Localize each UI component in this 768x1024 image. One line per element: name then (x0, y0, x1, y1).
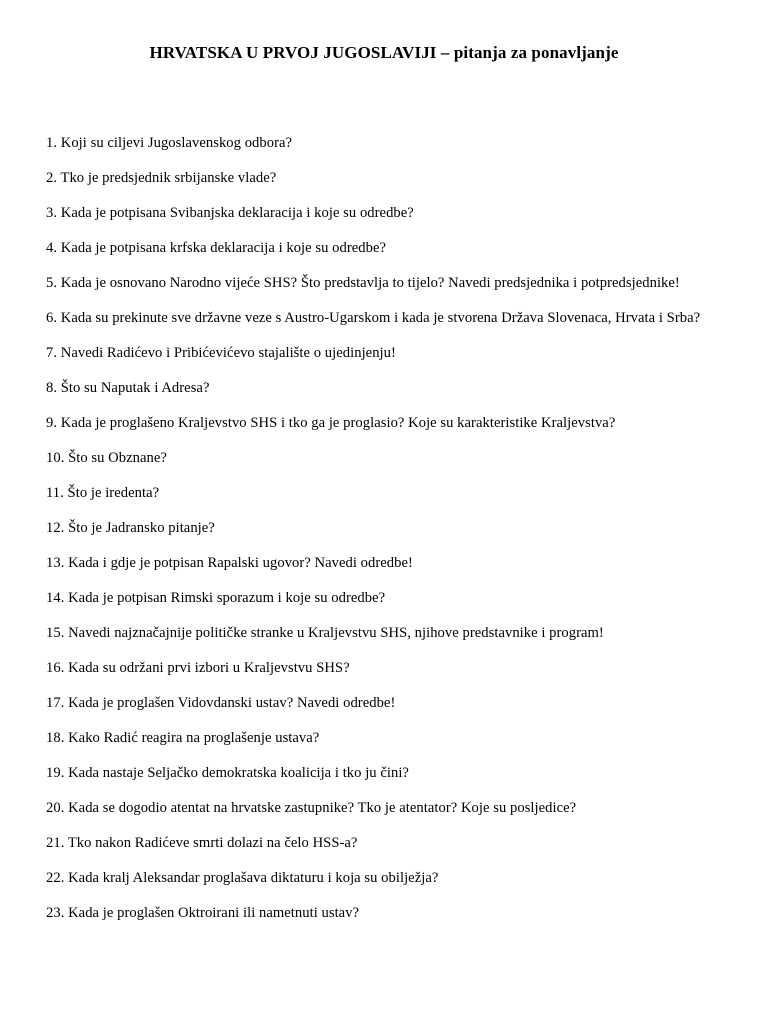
question-item: 14. Kada je potpisan Rimski sporazum i koje su odredbe? (46, 590, 386, 606)
question-item: 11. Što je iredenta? (46, 485, 160, 501)
question-item: 8. Što su Naputak i Adresa? (46, 380, 210, 396)
question-item: 13. Kada i gdje je potpisan Rapalski ugovor? Navedi odredbe! (46, 555, 413, 571)
question-item: 20. Kada se dogodio atentat na hrvatske zastupnike? Tko je atentator? Koje su posljedice? (46, 800, 577, 816)
question-item: 21. Tko nakon Radićeve smrti dolazi na čelo HSS-a? (46, 835, 358, 851)
question-item: 5. Kada je osnovano Narodno vijeće SHS? Što predstavlja to tijelo? Navedi predsjednika i potpredsjednike! (46, 275, 680, 291)
question-item: 2. Tko je predsjednik srbijanske vlade? (46, 170, 277, 186)
question-item: 19. Kada nastaje Seljačko demokratska koalicija i tko ju čini? (46, 765, 409, 781)
question-item: 16. Kada su održani prvi izbori u Kraljevstvu SHS? (46, 660, 350, 676)
question-item: 3. Kada je potpisana Svibanjska deklaracija i koje su odredbe? (46, 205, 414, 221)
question-item: 15. Navedi najznačajnije političke stranke u Kraljevstvu SHS, njihove predstavnike i program! (46, 625, 604, 641)
document-title: HRVATSKA U PRVOJ JUGOSLAVIJI – pitanja za ponavljanje (149, 43, 619, 62)
question-item: 18. Kako Radić reagira na proglašenje ustava? (46, 730, 320, 746)
question-item: 12. Što je Jadransko pitanje? (46, 520, 215, 536)
question-item: 23. Kada je proglašen Oktroirani ili nametnuti ustav? (46, 905, 360, 921)
question-item: 10. Što su Obznane? (46, 450, 167, 466)
question-item: 17. Kada je proglašen Vidovdanski ustav? Navedi odredbe! (46, 695, 396, 711)
question-item: 9. Kada je proglašeno Kraljevstvo SHS i tko ga je proglasio? Koje su karakteristike Kraljevstva? (46, 415, 616, 431)
question-item: 22. Kada kralj Aleksandar proglašava diktaturu i koja su obilježja? (46, 870, 439, 886)
question-item: 7. Navedi Radićevo i Pribićevićevo stajalište o ujedinjenju! (46, 345, 396, 361)
question-list (46, 130, 722, 926)
question-item: 1. Koji su ciljevi Jugoslavenskog odbora? (46, 135, 293, 151)
question-item: 4. Kada je potpisana krfska deklaracija i koje su odredbe? (46, 240, 387, 256)
question-item: 6. Kada su prekinute sve državne veze s Austro-Ugarskom i kada je stvorena Država Slovenaca, Hrvata i Srba? (46, 310, 701, 326)
